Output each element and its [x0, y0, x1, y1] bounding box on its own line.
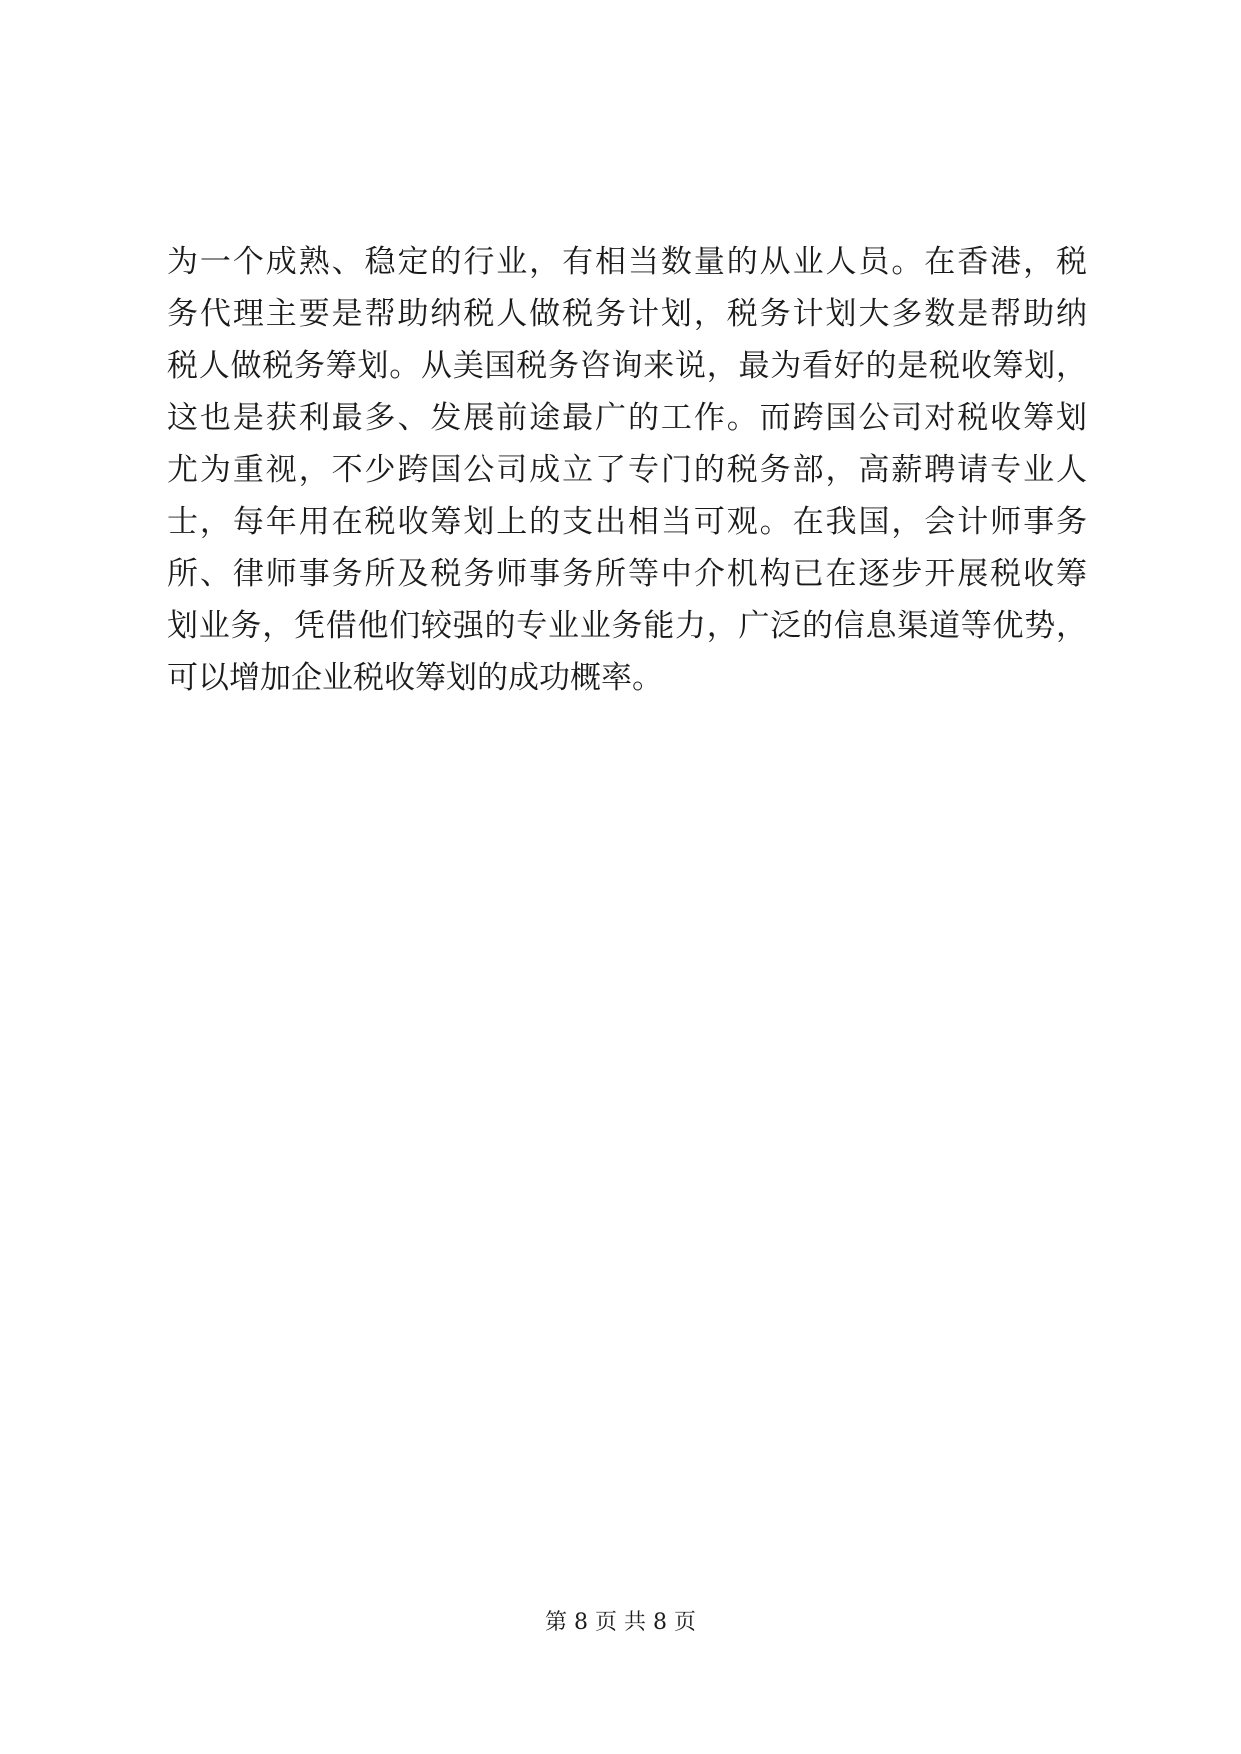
paragraph-line: 务代理主要是帮助纳税人做税务计划，税务计划大多数是帮助纳: [167, 296, 1087, 332]
paragraph-line: 这也是获利最多、发展前途最广的工作。而跨国公司对税收筹划: [167, 400, 1087, 436]
body-paragraph: [167, 236, 1087, 704]
page-number-footer: 第 8 页 共 8 页: [545, 1610, 696, 1635]
paragraph-line: 士，每年用在税收筹划上的支出相当可观。在我国，会计师事务: [167, 504, 1087, 540]
paragraph-line: 尤为重视，不少跨国公司成立了专门的税务部，高薪聘请专业人: [167, 452, 1087, 488]
paragraph-line: 所、律师事务所及税务师事务所等中介机构已在逐步开展税收筹: [167, 556, 1087, 592]
paragraph-line: 划业务，凭借他们较强的专业业务能力，广泛的信息渠道等优势，: [167, 608, 1087, 644]
paragraph-line: 为一个成熟、稳定的行业，有相当数量的从业人员。在香港，税: [167, 244, 1087, 280]
paragraph-line-last: 可以增加企业税收筹划的成功概率。: [167, 660, 663, 696]
paragraph-line: 税人做税务筹划。从美国税务咨询来说，最为看好的是税收筹划，: [167, 348, 1087, 384]
